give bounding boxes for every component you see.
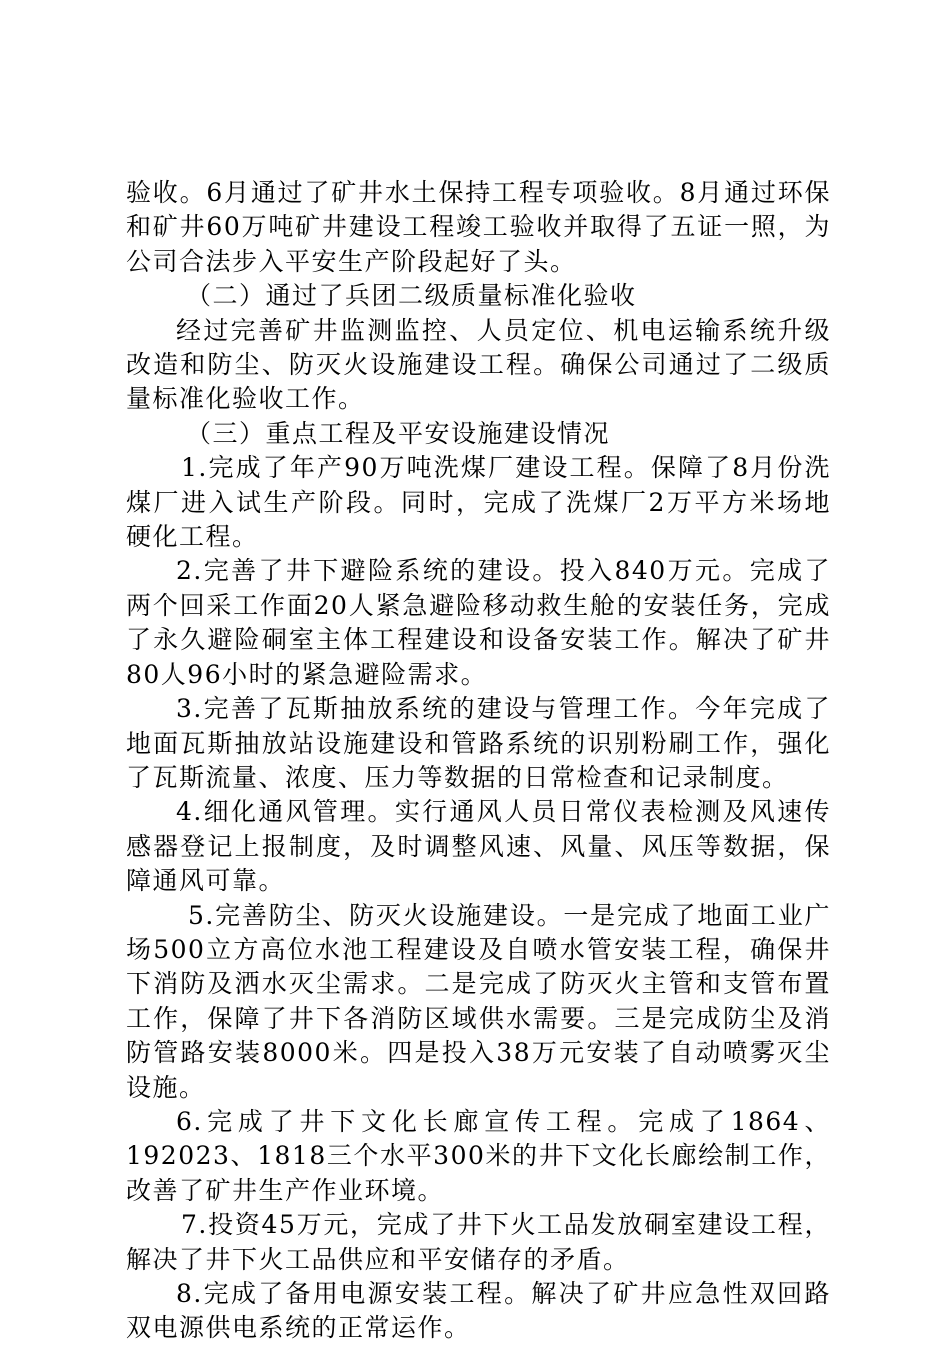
section-heading-2: （二）通过了兵团二级质量标准化验收 [186,281,637,311]
list-item-4: 4.细化通风管理。实行通风人员日常仪表检测及风速传感器登记上报制度，及时调整风速、风量、风压等数据，保障通风可靠。 [126,797,831,896]
list-item-8: 8.完成了备用电源安装工程。解决了矿井应急性双回路双电源供电系统的正常运作。 [126,1279,831,1343]
list-item-2: 2.完善了井下避险系统的建设。投入840万元。完成了两个回采工作面20人紧急避险移动救生舱的安装任务，完成了永久避险硐室主体工程建设和设备安装工作。解决了矿井80人96小时的紧急避险需求。 [126,556,831,689]
list-item-6: 6.完成了井下文化长廊宣传工程。完成了1864、192023、1818三个水平300米的井下文化长廊绘制工作，改善了矿井生产作业环境。 [126,1106,831,1205]
list-item-7: 7.投资45万元，完成了井下火工品发放硐室建设工程，解决了井下火工品供应和平安储存的矛盾。 [126,1210,831,1274]
list-item-3: 3.完善了瓦斯抽放系统的建设与管理工作。今年完成了地面瓦斯抽放站设施建设和管路系统的识别粉刷工作，强化了瓦斯流量、浓度、压力等数据的日常检查和记录制度。 [126,694,831,792]
list-item-1: 1.完成了年产90万吨洗煤厂建设工程。保障了8月份洗煤厂进入试生产阶段。同时，完成了洗煤厂2万平方米场地硬化工程。 [126,453,831,552]
section-heading-3: （三）重点工程及平安设施建设情况 [186,418,611,448]
paragraph-acceptance-continued: 验收。6月通过了矿井水土保持工程专项验收。8月通过环保和矿井60万吨矿井建设工程竣工验收并取得了五证一照，为公司合法步入平安生产阶段起好了头。 [126,178,831,276]
document-body [126,176,831,1346]
list-item-5: 5.完善防尘、防灭火设施建设。一是完成了地面工业广场500立方高位水池工程建设及自喷水管安装工程，确保井下消防及洒水灭尘需求。二是完成了防灭火主管和支管布置工作，保障了井下各消防区域供水需要。三是完成防尘及消防管路安装8000米。四是投入38万元安装了自动喷雾灭尘设施。 [126,900,831,1102]
paragraph-quality-standard: 经过完善矿井监测监控、人员定位、机电运输系统升级改造和防尘、防灭火设施建设工程。确保公司通过了二级质量标准化验收工作。 [126,315,831,414]
